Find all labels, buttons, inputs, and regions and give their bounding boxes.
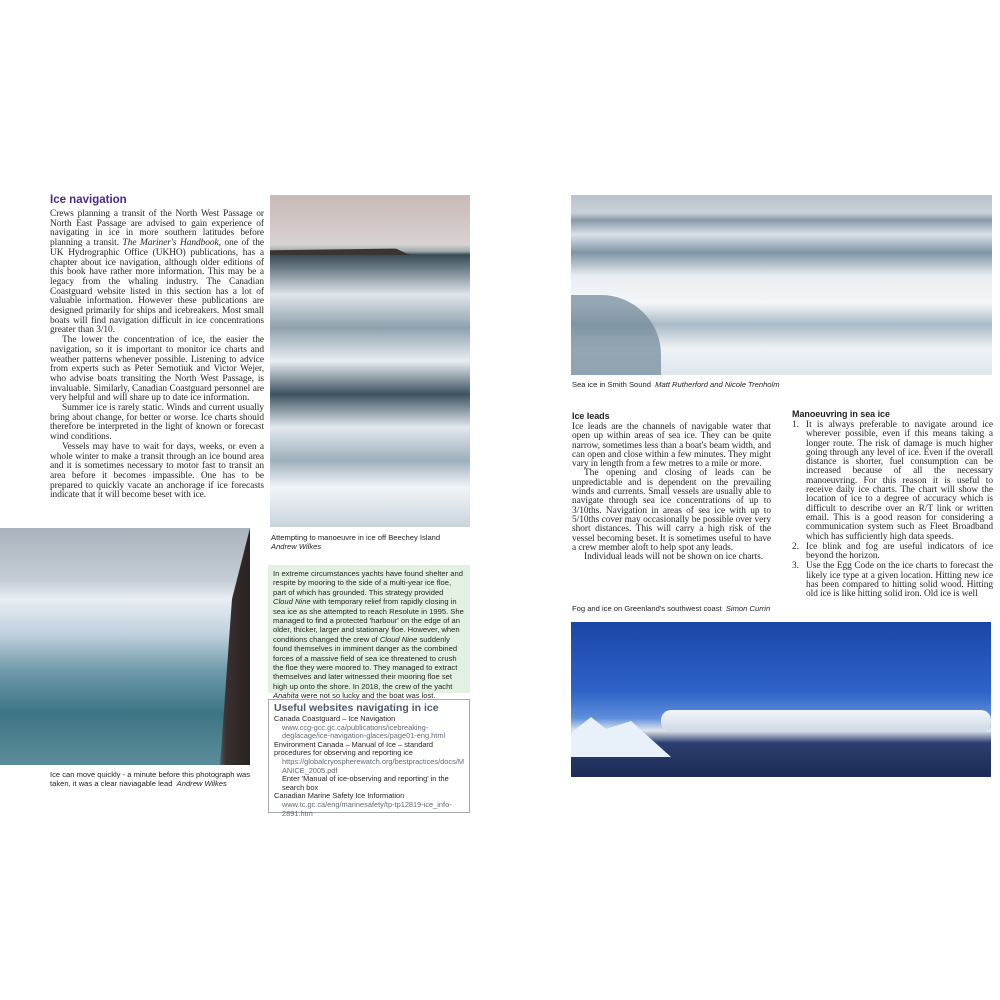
website-link[interactable]: www.ccg-gcc.gc.ca/publications/icebreaking-deglacage/ice-navigation-glaces/page01-eng.html bbox=[282, 722, 446, 741]
website-note: Enter 'Manual of ice-observing and reporting' in the search box bbox=[282, 774, 449, 792]
island-silhouette bbox=[270, 247, 410, 255]
list-item: 1. It is always preferable to navigate around ice wherever possible, even if this means taking a longer route. The risk of damage is much higher going through any level of ice. Even if the overall distance is shorter, fuel consumption can be increased because of all the necessary manoeuvring. For this reason it is useful to receive daily ice charts. The chart will show the location of ice to a degree of accuracy which is difficult to describe over an R/T link or written email. This is a good reason for considering a communication system such as Fleet Broadband which has sufficiently high data speeds. bbox=[792, 420, 993, 542]
caption-greenland: Fog and ice on Greenland's southwest coast Simon Currin bbox=[572, 604, 771, 613]
paragraph: Individual leads will not be shown on ice charts. bbox=[584, 552, 764, 563]
website-link[interactable]: https://globalcryospherewatch.org/bestpractices/docs/MANICE_2005.pdf bbox=[282, 756, 464, 775]
iceberg bbox=[571, 717, 671, 757]
open-water bbox=[571, 295, 661, 375]
caption-smith-sound: Sea ice in Smith Sound Matt Rutherford and Nicole Trenholm bbox=[572, 380, 780, 389]
paragraph: Crews planning a transit of the North West Passage or North East Passage are advised to gain experience of navigating in ice in more southern latitudes before planning a transit. The Mariner's Handbook, one of the UK Hydrographic Office (UKHO) publications, has a chapter about ice navigation, although older editions of this book have rather more information. This may be a legacy from the whaling industry. The Canadian Coastguard website listed in this section has a lot of valuable information. However these publications are designed primarily for ships and icebreakers. Most small boats will find navigation difficult in ice concentrations greater than 3/10. bbox=[50, 209, 265, 336]
photo-beechey-island bbox=[270, 195, 470, 527]
website-name: Canada Coastguard – Ice Navigation bbox=[274, 714, 396, 723]
website-name: Environment Canada – Manual of Ice – standard procedures for observing and reporting ice bbox=[274, 739, 433, 758]
useful-websites-box bbox=[268, 699, 470, 818]
photo-smith-sound bbox=[571, 195, 992, 375]
photo-greenland-fog bbox=[571, 622, 991, 777]
ice-navigation-text bbox=[50, 210, 264, 501]
website-name: Canadian Marine Safety Ice Information bbox=[274, 791, 405, 801]
caption-ice-lead: Ice can move quickly - a minute before this photograph was taken, it was a clear naviagable lead Andrew Wilkes bbox=[50, 770, 251, 788]
fog-bank bbox=[661, 710, 991, 732]
section-heading-ice-leads: Ice leads bbox=[572, 411, 610, 421]
websites-title: Useful websites navigating in ice bbox=[274, 702, 439, 714]
website-link[interactable]: www.tc.gc.ca/eng/marinesafety/tp-tp12819-ice_info-2891.htm bbox=[282, 799, 452, 818]
cloud-nine-sidebar: In extreme circumstances yachts have found shelter and respite by mooring to the side of a multi-year ice floe, part of which has grounded. This strategy provided Cloud Nine with temporary relief from rapidly closing in sea ice as she attempted to reach Resolute in 1995. She managed to find a protected 'harbour' on the edge of an older, thicker, larger and stationary floe. However, when conditions changed the crew of Cloud Nine suddenly found themselves in imminent danger as the combined forces of a massive field of sea ice threatened to crush the floe they were moored to. They managed to extract themselves and later witnessed their mooring floe set high up onto the shore. In 2018, the crew of the yacht Anahita were not so lucky and the boat was lost. bbox=[268, 565, 470, 693]
list-item: 3. Use the Egg Code on the ice charts to forecast the likely ice type at a given location. Hitting new ice has been compared to hitting solid wood. Hitting old ice is like hitting solid iron. Old ice is well bbox=[792, 561, 993, 600]
list-item: 2. Ice blink and fog are useful indicators of ice beyond the horizon. bbox=[792, 541, 993, 562]
paragraph: Vessels may have to wait for days, weeks, or even a whole winter to make a transit through an ice bound area and it is sometimes necessary to motor fast to transit an area before it becomes impassible. One has to be prepared to quickly vacate an anchorage if ice forecasts indicate that it will become beset with ice. bbox=[50, 441, 264, 501]
section-heading-ice-navigation: Ice navigation bbox=[50, 194, 127, 206]
paragraph: The lower the concentration of ice, the easier the navigation, so it is important to monitor ice charts and weather patterns whenever possible. Listening to advice from experts such as Peter Semotiuk and Victor Wejer, who advise boats transiting the North West Passage, is invaluable. Similarly, Canadian Coastguard personnel are very helpful and will share up to date ice information. bbox=[50, 335, 264, 404]
paragraph: The opening and closing of leads can be unpredictable and is dependent on the prevailing winds and currents. Small vessels are usually able to navigate through sea ice concentrations of up to 3/10ths. Navigation in areas of sea ice with up to 5/10ths cover may occasionally be possible over very short distances. This will carry a high risk of the vessel becoming beset. It is sometimes useful to have a crew member aloft to help spot any leads. bbox=[572, 468, 771, 553]
ice-leads-section bbox=[572, 410, 771, 562]
boat-bow bbox=[190, 528, 250, 765]
section-heading-manoeuvring: Manoeuvring in sea ice bbox=[792, 409, 890, 419]
paragraph: Ice leads are the channels of navigable water that open up within areas of sea ice. They can be quite narrow, sometimes less than a boat's beam width, and can open and close within a few minutes. They might vary in length from a few metres to a mile or more. bbox=[572, 422, 771, 470]
photo-ice-lead bbox=[0, 528, 250, 765]
paragraph: Summer ice is rarely static. Winds and current usually bring about change, for better or worse. Ice charts should therefore be interpreted in the light of known or forecast wind conditions. bbox=[50, 403, 264, 443]
manoeuvring-section bbox=[792, 408, 993, 601]
caption-beechey: Attempting to manoeuvre in ice off Beechey Island Andrew Wilkes bbox=[271, 533, 441, 551]
manoeuvring-list bbox=[792, 421, 993, 600]
